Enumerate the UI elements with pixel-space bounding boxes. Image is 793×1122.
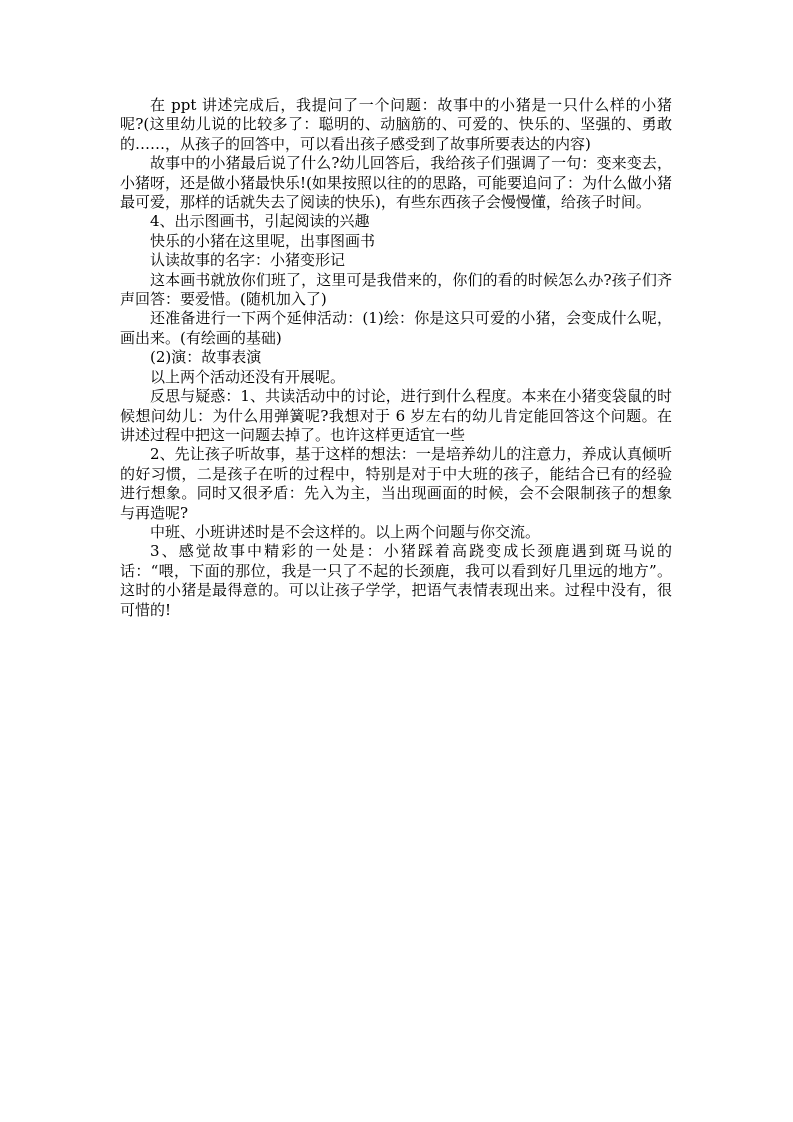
paragraph-story-performance: (2)演：故事表演: [150, 348, 262, 367]
paragraph-middle-small-class: 中班、小班讲述时是不会这样的。以上两个问题与你交流。: [150, 522, 541, 541]
paragraph-borrowed-book: 这本画书就放你们班了，这里可是我借来的，你们的看的时候怎么办?孩子们齐声回答：要爱惜。(随机加入了): [120, 270, 672, 309]
paragraph-step-4-heading: 4、出示图画书，引起阅读的兴趣: [150, 212, 370, 231]
paragraph-piglet-final-words: 故事中的小猪最后说了什么?幼儿回答后，我给孩子们强调了一句：变来变去，小猪呀，还是做小猪最快乐!(如果按照以往的的思路，可能要追问了：为什么做小猪最可爱，那样的话就失去了阅读的快乐)，有些东西孩子会慢慢懂，给孩子时间。: [120, 154, 672, 212]
document-body: [120, 96, 672, 620]
paragraph-extension-activities: 还准备进行一下两个延伸活动：(1)绘：你是这只可爱的小猪，会变成什么呢，画出来。(有绘画的基础): [120, 309, 672, 347]
paragraph-reflection-1: 反思与疑惑：1、共读活动中的讨论，进行到什么程度。本来在小猪变袋鼠的时候想问幼儿：为什么用弹簧呢?我想对于 6 岁左右的幼儿肯定能回答这个问题。在讲述过程中把这一问题去掉了。也许这样更适宜一些: [120, 387, 672, 444]
paragraph-activities-not-started: 以上两个活动还没有开展呢。: [150, 367, 346, 386]
paragraph-show-picture-book: 快乐的小猪在这里呢，出事图画书: [150, 231, 376, 250]
paragraph-question-about-piglet: 在 ppt 讲述完成后，我提问了一个问题：故事中的小猪是一只什么样的小猪呢?(这里幼儿说的比较多了：聪明的、动脑筋的、可爱的、快乐的、坚强的、勇敢的……，从孩子的回答中，可以看出孩子感受到了故事所要表达的内容): [120, 96, 672, 153]
paragraph-reflection-2: 2、先让孩子听故事，基于这样的想法：一是培养幼儿的注意力，养成认真倾听的好习惯，二是孩子在听的过程中，特别是对于中大班的孩子，能结合已有的经验进行想象。同时又很矛盾：先入为主，当出现画面的时候，会不会限制孩子的想象与再造呢?: [120, 445, 672, 522]
paragraph-reflection-3: 3、感觉故事中精彩的一处是：小猪踩着高跷变成长颈鹿遇到斑马说的话：“喂，下面的那位，我是一只了不起的长颈鹿，我可以看到好几里远的地方”。这时的小猪是最得意的。可以让孩子学学，把语气表情表现出来。过程中没有，很可惜的!: [120, 542, 672, 619]
paragraph-story-title: 认读故事的名字：小猪变形记: [150, 251, 346, 270]
